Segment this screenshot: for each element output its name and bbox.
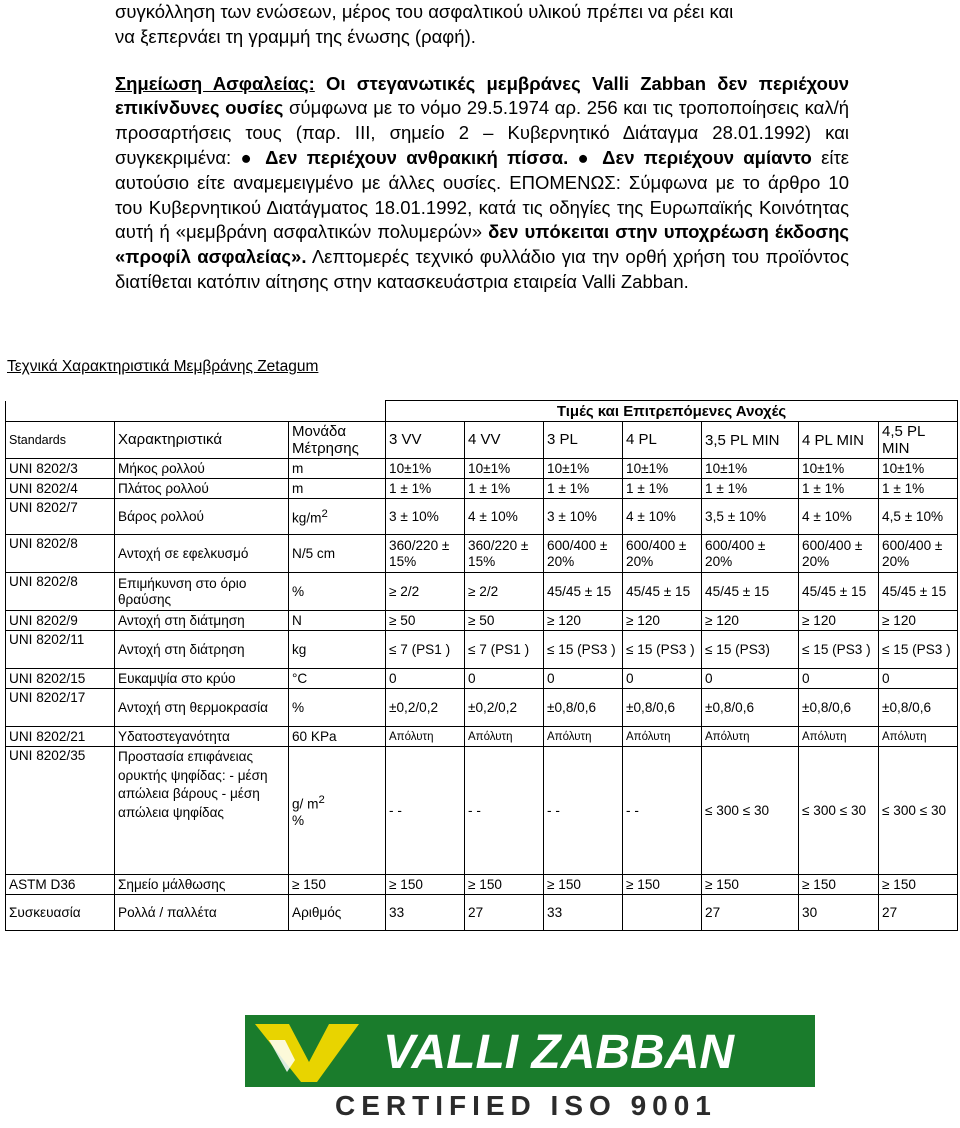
row-unit: m xyxy=(289,459,386,479)
valli-zabban-logo xyxy=(245,1010,955,1123)
row-characteristic: Ευκαμψία στο κρύο xyxy=(115,669,289,689)
row-value: ≥ 150 xyxy=(799,875,879,895)
row-value: ≥ 120 xyxy=(544,611,623,631)
row-value: ≤ 15 (PS3 ) xyxy=(544,631,623,669)
row-value: 30 xyxy=(799,895,879,931)
intro-text xyxy=(115,0,849,295)
row-value: ≤ 300 ≤ 30 xyxy=(702,747,799,875)
table-row xyxy=(6,875,958,895)
header-characteristic: Χαρακτηριστικά xyxy=(115,422,289,459)
row-value: 1 ± 1% xyxy=(544,479,623,499)
row-value: ≤ 300 ≤ 30 xyxy=(799,747,879,875)
row-value: 45/45 ± 15 xyxy=(799,573,879,611)
safety-note xyxy=(115,72,849,295)
row-unit: kg xyxy=(289,631,386,669)
row-value: 1 ± 1% xyxy=(799,479,879,499)
row-value: 4,5 ± 10% xyxy=(879,499,958,535)
header-blank xyxy=(6,401,386,422)
row-value: 600/400 ± 20% xyxy=(544,535,623,573)
safety-note-s3: Δεν περιέχουν ανθρακική πίσσα. xyxy=(265,146,569,168)
row-value xyxy=(623,895,702,931)
row-unit: N/5 cm xyxy=(289,535,386,573)
row-value: 3 ± 10% xyxy=(386,499,465,535)
row-value: Απόλυτη xyxy=(879,727,958,747)
table-row xyxy=(6,747,958,875)
row-value: ±0,8/0,6 xyxy=(623,689,702,727)
row-value: ≥ 120 xyxy=(799,611,879,631)
row-value: Απόλυτη xyxy=(544,727,623,747)
intro-paragraph-1 xyxy=(115,0,849,50)
row-value: 27 xyxy=(879,895,958,931)
row-value: 0 xyxy=(544,669,623,689)
row-value: 600/400 ± 20% xyxy=(799,535,879,573)
row-value: 10±1% xyxy=(386,459,465,479)
bullet-1: ● xyxy=(240,146,256,168)
logo-svg xyxy=(245,1010,955,1123)
row-value: 10±1% xyxy=(465,459,544,479)
row-standard: UNI 8202/4 xyxy=(6,479,115,499)
row-value: ≤ 300 ≤ 30 xyxy=(879,747,958,875)
row-value: 1 ± 1% xyxy=(702,479,799,499)
row-value: 27 xyxy=(465,895,544,931)
row-value: ≤ 15 (PS3 ) xyxy=(879,631,958,669)
row-value: 45/45 ± 15 xyxy=(623,573,702,611)
row-value: ≥ 150 xyxy=(465,875,544,895)
row-characteristic: Αντοχή στη θερμοκρασία xyxy=(115,689,289,727)
row-unit xyxy=(289,499,386,535)
safety-note-s4: Δεν περιέχουν αμίαντο xyxy=(602,146,812,168)
row-unit: °C xyxy=(289,669,386,689)
row-characteristic: Υδατοστεγανότητα xyxy=(115,727,289,747)
row-value: - - xyxy=(623,747,702,875)
row-value: Απόλυτη xyxy=(386,727,465,747)
table-row xyxy=(6,573,958,611)
row-standard: UNI 8202/15 xyxy=(6,669,115,689)
row-value: 600/400 ± 20% xyxy=(879,535,958,573)
row-value: 0 xyxy=(702,669,799,689)
safety-note-s1: Οι στεγανωτικές μεμβράνες Valli Zabban δεν περιέχουν επικίνδυνες ουσίες xyxy=(115,72,849,119)
table-row xyxy=(6,459,958,479)
row-value: 45/45 ± 15 xyxy=(544,573,623,611)
row-value: 1 ± 1% xyxy=(879,479,958,499)
row-value: ±0,2/0,2 xyxy=(386,689,465,727)
header-col-4: 4 PL xyxy=(623,422,702,459)
row-characteristic: Αντοχή στη διάτρηση xyxy=(115,631,289,669)
row-value: ≥ 50 xyxy=(465,611,544,631)
row-standard: Συσκευασία xyxy=(6,895,115,931)
table-row xyxy=(6,479,958,499)
row-value: 10±1% xyxy=(702,459,799,479)
header-standards: Standards xyxy=(6,422,115,459)
bullet-2: ● xyxy=(577,146,593,168)
row-value: 3 ± 10% xyxy=(544,499,623,535)
table-row xyxy=(6,535,958,573)
row-value: ≤ 15 (PS3) xyxy=(702,631,799,669)
row-value: Απόλυτη xyxy=(799,727,879,747)
row-value: Απόλυτη xyxy=(702,727,799,747)
row-value: 360/220 ± 15% xyxy=(465,535,544,573)
row-value: 600/400 ± 20% xyxy=(702,535,799,573)
table-row xyxy=(6,499,958,535)
unit-text-2: % xyxy=(292,812,305,828)
row-value: 45/45 ± 15 xyxy=(702,573,799,611)
safety-note-s7: Λεπτομερές τεχνικό φυλλάδιο για την ορθή χρήση του προϊόντος διατίθεται κατόπιν αίτησης στην κατασκευάστρια εταιρεία Valli Zabban. xyxy=(115,246,849,292)
row-value: 0 xyxy=(465,669,544,689)
row-value: 27 xyxy=(702,895,799,931)
row-value: ≥ 150 xyxy=(702,875,799,895)
row-value: 1 ± 1% xyxy=(623,479,702,499)
header-col-2: 4 VV xyxy=(465,422,544,459)
row-characteristic: Μήκος ρολλού xyxy=(115,459,289,479)
row-unit: ≥ 150 xyxy=(289,875,386,895)
row-unit: N xyxy=(289,611,386,631)
intro-line-2: να ξεπερνάει τη γραμμή της ένωσης (ραφή). xyxy=(115,25,476,47)
unit-superscript: 2 xyxy=(321,508,328,521)
row-unit: Αριθμός xyxy=(289,895,386,931)
logo-certification-text: CERTIFIED ISO 9001 xyxy=(335,1090,717,1121)
table-row xyxy=(6,727,958,747)
row-value: ≥ 150 xyxy=(623,875,702,895)
row-value: 3,5 ± 10% xyxy=(702,499,799,535)
row-unit: m xyxy=(289,479,386,499)
row-characteristic: Αντοχή στη διάτμηση xyxy=(115,611,289,631)
row-standard: UNI 8202/17 xyxy=(6,689,115,727)
row-value: ≥ 2/2 xyxy=(386,573,465,611)
row-unit xyxy=(289,747,386,875)
header-unit: Μονάδα Μέτρησης xyxy=(289,422,386,459)
row-value: ≥ 150 xyxy=(544,875,623,895)
row-standard: ASTM D36 xyxy=(6,875,115,895)
group-header: Τιμές και Επιτρεπόμενες Ανοχές xyxy=(386,401,958,422)
table-row xyxy=(6,689,958,727)
row-characteristic: Βάρος ρολλού xyxy=(115,499,289,535)
row-value: 10±1% xyxy=(799,459,879,479)
row-unit: % xyxy=(289,689,386,727)
safety-note-s2: σύμφωνα με το νόμο 29.5.1974 αρ. 256 και τις τροποποίησεις καλ/ή προσαρτήσεις τους (παρ. III, σημείο 2 – Κυβερνητικό Διάταγμα 28.01.1992) και συγκεκριμένα: xyxy=(115,97,849,168)
row-value: ≤ 15 (PS3 ) xyxy=(799,631,879,669)
row-standard: UNI 8202/3 xyxy=(6,459,115,479)
row-value: 4 ± 10% xyxy=(465,499,544,535)
intro-line-1: συγκόλληση των ενώσεων, μέρος του ασφαλτικού υλικού πρέπει να ρέει και xyxy=(115,1,734,22)
row-value: 0 xyxy=(623,669,702,689)
row-value: 0 xyxy=(879,669,958,689)
row-characteristic: Επιμήκυνση στο όριο θραύσης xyxy=(115,573,289,611)
safety-note-s5: είτε αυτούσιο είτε αναμεμειγμένο με άλλες ουσίες. ΕΠΟΜΕΝΩΣ: Σύμφωνα με το άρθρο 10 του Κυβερνητικού Διατάγματος 18.01.1992, κατά τις οδηγίες της Ευρωπαϊκής Κοινότητας αυτή ή «μεμβράνη ασφαλτικών πολυμερών» xyxy=(115,146,850,243)
table-row xyxy=(6,631,958,669)
row-standard: UNI 8202/11 xyxy=(6,631,115,669)
row-value: - - xyxy=(544,747,623,875)
row-value: ≥ 120 xyxy=(879,611,958,631)
row-standard: UNI 8202/21 xyxy=(6,727,115,747)
row-unit: 60 KPa xyxy=(289,727,386,747)
header-col-5: 3,5 PL MIN xyxy=(702,422,799,459)
row-value: 4 ± 10% xyxy=(623,499,702,535)
header-col-1: 3 VV xyxy=(386,422,465,459)
row-standard: UNI 8202/35 xyxy=(6,747,115,875)
unit-superscript: 2 xyxy=(318,794,325,807)
safety-note-s6: δεν υπόκειται στην υποχρέωση έκδοσης «προφίλ ασφαλείας». xyxy=(115,221,850,268)
row-value: Απόλυτη xyxy=(465,727,544,747)
row-value: 10±1% xyxy=(623,459,702,479)
unit-text: g/ m xyxy=(292,796,319,812)
row-value: ±0,8/0,6 xyxy=(702,689,799,727)
header-col-7: 4,5 PL MIN xyxy=(879,422,958,459)
row-value: ±0,8/0,6 xyxy=(879,689,958,727)
row-standard: UNI 8202/8 xyxy=(6,535,115,573)
row-standard: UNI 8202/8 xyxy=(6,573,115,611)
row-characteristic: Πλάτος ρολλού xyxy=(115,479,289,499)
row-unit: % xyxy=(289,573,386,611)
row-value: ≤ 7 (PS1 ) xyxy=(386,631,465,669)
section-title: Τεχνικά Χαρακτηριστικά Μεμβράνης Zetagum xyxy=(7,358,319,375)
row-value: ±0,2/0,2 xyxy=(465,689,544,727)
row-value: ≥ 120 xyxy=(623,611,702,631)
row-value: 33 xyxy=(544,895,623,931)
row-characteristic: Προστασία επιφάνειας ορυκτής ψηφίδας: - μέση απώλεια βάρους - μέση απώλεια ψηφίδας xyxy=(115,747,289,875)
table-row xyxy=(6,895,958,931)
row-value: 1 ± 1% xyxy=(465,479,544,499)
spec-table xyxy=(5,400,958,931)
row-value: 0 xyxy=(799,669,879,689)
row-characteristic: Σημείο μάλθωσης xyxy=(115,875,289,895)
logo-brand-text: VALLI ZABBAN xyxy=(383,1026,735,1079)
safety-note-label: Σημείωση Ασφαλείας: xyxy=(115,72,315,94)
header-col-3: 3 PL xyxy=(544,422,623,459)
row-value: 45/45 ± 15 xyxy=(879,573,958,611)
row-value: 10±1% xyxy=(879,459,958,479)
row-value: 0 xyxy=(386,669,465,689)
row-standard: UNI 8202/9 xyxy=(6,611,115,631)
row-value: 4 ± 10% xyxy=(799,499,879,535)
row-value: ±0,8/0,6 xyxy=(544,689,623,727)
row-value: ≥ 2/2 xyxy=(465,573,544,611)
header-col-6: 4 PL MIN xyxy=(799,422,879,459)
row-value: - - xyxy=(386,747,465,875)
row-value: ≥ 50 xyxy=(386,611,465,631)
row-value: 600/400 ± 20% xyxy=(623,535,702,573)
table-row xyxy=(6,669,958,689)
row-standard: UNI 8202/7 xyxy=(6,499,115,535)
row-value: ≤ 15 (PS3 ) xyxy=(623,631,702,669)
row-value: Απόλυτη xyxy=(623,727,702,747)
row-value: ≥ 150 xyxy=(386,875,465,895)
row-value: ≤ 7 (PS1 ) xyxy=(465,631,544,669)
unit-text: kg/m xyxy=(292,510,322,526)
row-value: 33 xyxy=(386,895,465,931)
table-row xyxy=(6,611,958,631)
row-value: 1 ± 1% xyxy=(386,479,465,499)
row-value: 10±1% xyxy=(544,459,623,479)
row-value: ±0,8/0,6 xyxy=(799,689,879,727)
row-value: ≥ 120 xyxy=(702,611,799,631)
row-value: 360/220 ± 15% xyxy=(386,535,465,573)
row-value: ≥ 150 xyxy=(879,875,958,895)
row-characteristic: Αντοχή σε εφελκυσμό xyxy=(115,535,289,573)
row-value: - - xyxy=(465,747,544,875)
row-characteristic: Ρολλά / παλλέτα xyxy=(115,895,289,931)
